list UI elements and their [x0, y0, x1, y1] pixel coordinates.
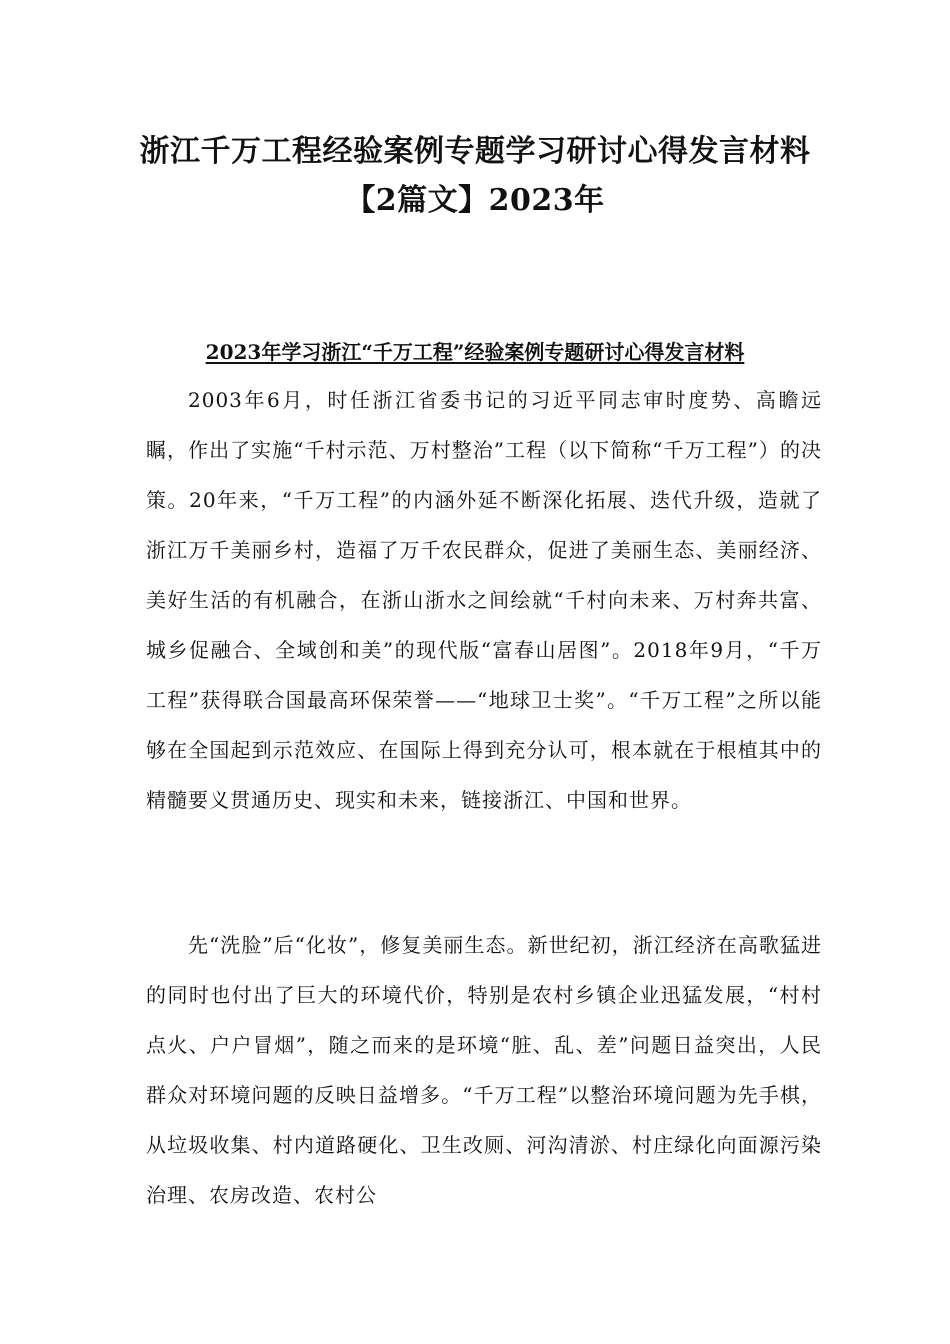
paragraph-2: 先“洗脸”后“化妆”，修复美丽生态。新世纪初，浙江经济在高歌猛进的同时也付出了巨大的环境代价，特别是农村乡镇企业迅猛发展，“村村点火、户户冒烟”，随之而来的是环境“脏、乱、差”问题日益突出，人民群众对环境问题的反映日益增多。“千万工程”以整治环境问题为先手棋，从垃圾收集、村内道路硬化、卫生改厕、河沟清淤、村庄绿化向面源污染治理、农房改造、农村公	[146, 933, 822, 1207]
document-title-line-2: 【2篇文】2023年	[345, 183, 605, 218]
section-title	[0, 338, 950, 366]
section-title-text: 2023年学习浙江“千万工程”经验案例专题研讨心得发言材料	[205, 340, 745, 364]
paragraph-1: 2003年6月，时任浙江省委书记的习近平同志审时度势、高瞻远瞩，作出了实施“千村示范、万村整治”工程（以下简称“千万工程”）的决策。20年来，“千万工程”的内涵外延不断深化拓展、迭代升级，造就了浙江万千美丽乡村，造福了万千农民群众，促进了美丽生态、美丽经济、美好生活的有机融合，在浙山浙水之间绘就“千村向未来、万村奔共富、城乡促融合、全域创和美”的现代版“富春山居图”。2018年9月，“千万工程”获得联合国最高环保荣誉——“地球卫士奖”。“千万工程”之所以能够在全国起到示范效应、在国际上得到充分认可，根本就在于根植其中的精髓要义贯通历史、现实和未来，链接浙江、中国和世界。	[146, 388, 822, 812]
document-title-line-1: 浙江千万工程经验案例专题学习研讨心得发言材料	[139, 134, 811, 169]
